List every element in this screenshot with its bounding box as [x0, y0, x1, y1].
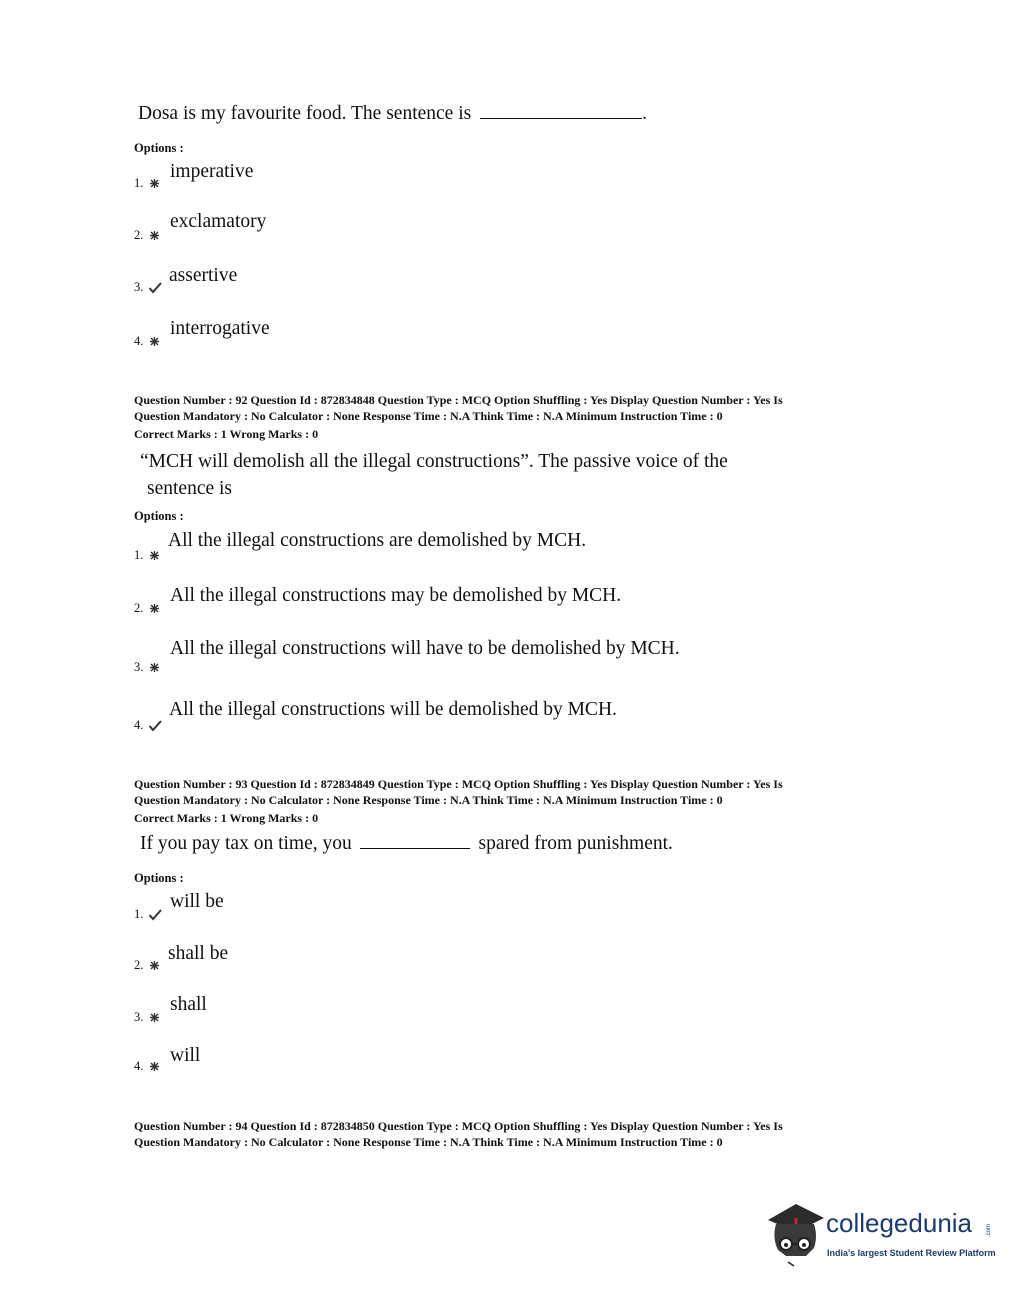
correct-tick-icon [148, 281, 161, 294]
wrong-cross-icon [148, 959, 161, 972]
wrong-cross-icon [148, 177, 161, 190]
q91-blank [480, 117, 642, 119]
q92-opt3-number: 3. [134, 660, 161, 675]
q93-stem [140, 832, 673, 856]
q92-opt4-text: All the illegal constructions will be demolished by MCH. [169, 699, 617, 720]
correct-tick-icon [148, 719, 161, 732]
q93-options-label: Options : [134, 871, 184, 885]
q94-meta [134, 1118, 783, 1150]
q91-opt1-number: 1. [134, 176, 161, 191]
q91-stem [138, 102, 647, 126]
q91-stem-text: Dosa is my favourite food. The sentence is [138, 103, 472, 124]
q94-meta-line2: Question Mandatory : No Calculator : None Response Time : N.A Think Time : N.A Minimum Instruction Time : 0 [134, 1135, 723, 1149]
wrong-cross-icon [148, 549, 161, 562]
q91-opt2-number: 2. [134, 228, 161, 243]
q91-opt2-text: exclamatory [170, 211, 267, 232]
wrong-cross-icon [148, 1060, 161, 1073]
q92-meta-line3: Correct Marks : 1 Wrong Marks : 0 [134, 427, 319, 441]
q92-stem-line2: sentence is [147, 478, 233, 499]
q91-opt4-number: 4. [134, 334, 161, 349]
wrong-cross-icon [148, 335, 161, 348]
wrong-cross-icon [148, 229, 161, 242]
q93-opt4-number: 4. [134, 1059, 161, 1074]
q93-opt3-number: 3. [134, 1010, 161, 1025]
q92-opt2-text: All the illegal constructions may be demolished by MCH. [170, 585, 622, 606]
wrong-cross-icon [148, 661, 161, 674]
q93-stem-text: If you pay tax on time, you [140, 833, 352, 854]
q93-opt2-number: 2. [134, 958, 161, 973]
q92-meta-line2: Question Mandatory : No Calculator : None Response Time : N.A Think Time : N.A Minimum Instruction Time : 0 [134, 409, 723, 423]
q93-blank [360, 847, 470, 849]
q93-meta-line1: Question Number : 93 Question Id : 872834849 Question Type : MCQ Option Shuffling : Yes Display Question Number : Yes Is [134, 777, 783, 791]
q93-opt1-text: will be [170, 891, 224, 912]
q92-opt1-text: All the illegal constructions are demolished by MCH. [168, 530, 587, 551]
wrong-cross-icon [148, 602, 161, 615]
q91-options-label: Options : [134, 141, 184, 155]
q91-opt1-text: imperative [170, 161, 254, 182]
q93-meta-line3: Correct Marks : 1 Wrong Marks : 0 [134, 811, 319, 825]
q91-opt3-text: assertive [169, 265, 238, 286]
q92-meta [134, 392, 783, 442]
q93-meta [134, 776, 783, 826]
q91-opt3-number: 3. [134, 280, 161, 295]
logo-com: .com [986, 1224, 992, 1238]
mascot-icon [766, 1198, 826, 1268]
q93-meta-line2: Question Mandatory : No Calculator : None Response Time : N.A Think Time : N.A Minimum Instruction Time : 0 [134, 793, 723, 807]
q93-opt3-text: shall [170, 994, 207, 1015]
q92-stem-line1: “MCH will demolish all the illegal constructions”. The passive voice of the [140, 451, 728, 472]
q92-opt2-number: 2. [134, 601, 161, 616]
q93-opt1-number: 1. [134, 907, 161, 922]
q93-opt4-text: will [170, 1045, 201, 1066]
q93-stem-end: spared from punishment. [478, 833, 673, 854]
correct-tick-icon [148, 908, 161, 921]
logo-tagline: India's largest Student Review Platform [827, 1248, 996, 1258]
q92-options-label: Options : [134, 509, 184, 523]
q94-meta-line1: Question Number : 94 Question Id : 872834850 Question Type : MCQ Option Shuffling : Yes Display Question Number : Yes Is [134, 1119, 783, 1133]
q92-meta-line1: Question Number : 92 Question Id : 872834848 Question Type : MCQ Option Shuffling : Yes Display Question Number : Yes Is [134, 393, 783, 407]
q92-opt1-number: 1. [134, 548, 161, 563]
wrong-cross-icon [148, 1011, 161, 1024]
logo-wordmark: collegedunia [826, 1208, 973, 1238]
q92-opt4-number: 4. [134, 718, 161, 733]
q91-opt4-text: interrogative [170, 318, 270, 339]
q92-opt3-text: All the illegal constructions will have to be demolished by MCH. [170, 638, 680, 659]
q93-opt2-text: shall be [168, 943, 229, 964]
collegedunia-logo[interactable] [766, 1198, 996, 1270]
q91-stem-end: . [642, 103, 647, 124]
